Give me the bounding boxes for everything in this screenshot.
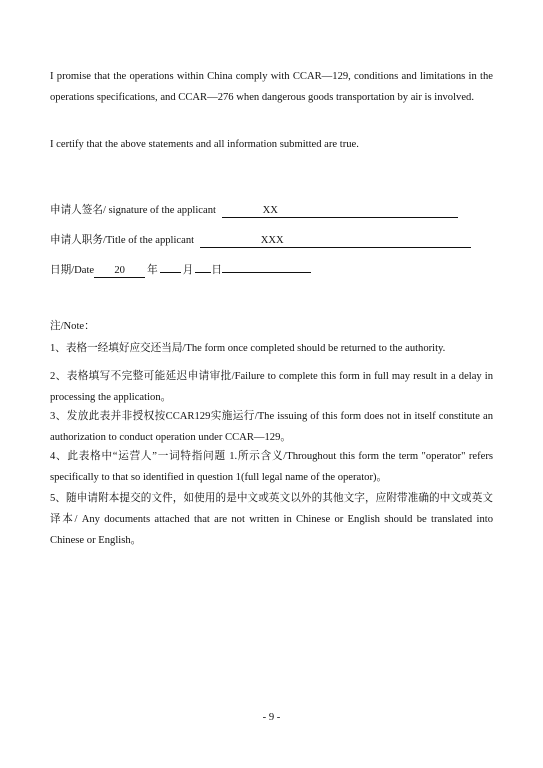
page-number: - 9 -: [262, 712, 281, 723]
signature-label: 申请人签名/ signature of the applicant: [50, 205, 216, 216]
note-title: 注/Note：: [50, 321, 95, 332]
title-label: 申请人职务/Title of the applicant: [50, 235, 195, 246]
signature-line: [50, 202, 458, 218]
signature-field[interactable]: [222, 204, 458, 218]
date-year-prefix: 20: [114, 265, 125, 276]
date-line: [50, 262, 311, 278]
date-month-label: 月: [182, 265, 194, 276]
note-item: 1、表格一经填好应交还当局/The form once completed should be returned to the authority.: [50, 343, 446, 354]
date-month-field[interactable]: [160, 272, 181, 273]
date-day-label: 日: [211, 265, 222, 276]
note-item: 2、表格填写不完整可能延迟申请审批/Failure to complete this form in full may result in a delay in processing the application。: [50, 371, 493, 403]
title-field[interactable]: [200, 234, 471, 248]
date-label: 日期/Date: [50, 265, 95, 276]
date-year-field[interactable]: [94, 264, 145, 278]
certify-paragraph: I certify that the above statements and all information submitted are true.: [50, 139, 359, 150]
title-line: [50, 232, 471, 248]
note-item: 4、此表格中“运营人”一词特指问题 1.所示含义/Throughout this form the term "operator" refers specifically to that so identified in question 1(full legal name of the operator)。: [50, 451, 493, 483]
promise-paragraph: I promise that the operations within China comply with CCAR—129, conditions and limitations in the operations specifications, and CCAR—276 when dangerous goods transportation by air is involved.: [50, 71, 493, 103]
date-tail-line: [222, 272, 311, 273]
date-year-label: 年: [147, 265, 158, 276]
note-item: 3、发放此表并非授权按CCAR129实施运行/The issuing of this form does not in itself constitute an authorization to conduct operation under CCAR—129。: [50, 411, 493, 443]
signature-value: XX: [262, 205, 278, 216]
note-item: 5、随申请附本提交的文件，如使用的是中文或英文以外的其他文字，应附带准确的中文或英文译本/ Any documents attached that are not written in Chinese or English should be translated into Chinese or English。: [50, 493, 493, 546]
title-value: XXX: [260, 235, 284, 246]
date-day-field[interactable]: [195, 272, 211, 273]
